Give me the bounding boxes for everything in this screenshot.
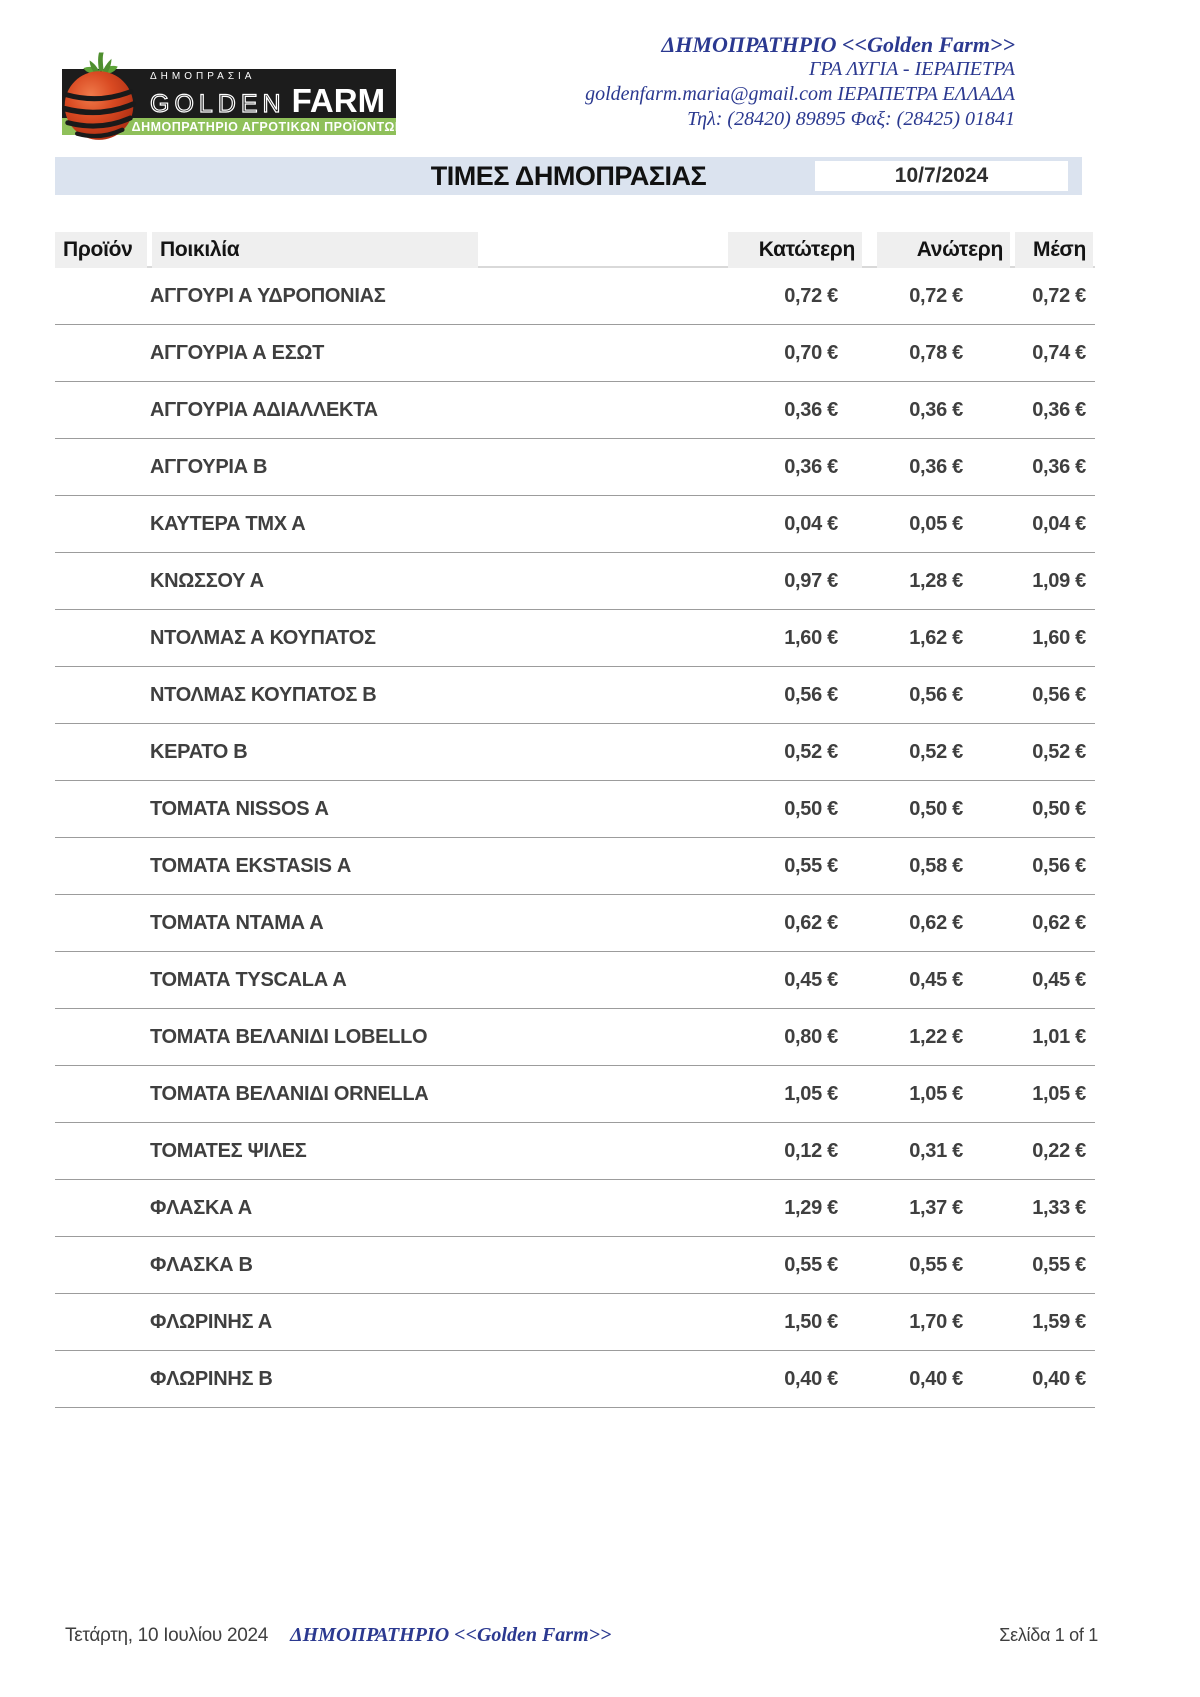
footer-company: ΔΗΜΟΠΡΑΤΗΡΙΟ <<Golden Farm>>: [290, 1624, 612, 1646]
product-variety: ΤΟΜΑΤΑ TYSCALA Α: [150, 968, 347, 991]
column-header-product: Προϊόν: [55, 232, 147, 268]
page-title: ΤΙΜΕΣ ΔΗΜΟΠΡΑΣΙΑΣ: [430, 161, 707, 191]
column-header-high: Ανώτερη: [877, 232, 1010, 268]
table-row: [55, 268, 1095, 325]
company-email-line: goldenfarm.maria@gmail.com ΙΕΡΑΠΕΤΡΑ ΕΛΛΑΔΑ: [585, 83, 1015, 105]
price-high: 0,36 €: [909, 398, 963, 421]
table-row: [55, 1009, 1095, 1066]
table-row: [55, 496, 1095, 553]
price-low: 1,29 €: [784, 1196, 838, 1219]
price-high: 0,78 €: [909, 341, 963, 364]
product-variety: ΝΤΟΛΜΑΣ ΚΟΥΠΑΤΟΣ Β: [150, 683, 377, 706]
price-mean: 0,50 €: [1032, 797, 1086, 820]
table-row: [55, 325, 1095, 382]
page-footer: [65, 1624, 1098, 1647]
logo-tagline: ΔΗΜΟΠΡΑΤΗΡΙΟ ΑΓΡΟΤΙΚΩΝ ΠΡΟΪΟΝΤΩΝ: [131, 119, 405, 134]
price-low: 0,52 €: [784, 740, 838, 763]
price-mean: 0,55 €: [1032, 1253, 1086, 1276]
product-variety: ΦΛΩΡΙΝΗΣ Α: [150, 1310, 272, 1333]
price-low: 0,40 €: [784, 1367, 838, 1390]
table-row: [55, 838, 1095, 895]
product-variety: ΑΓΓΟΥΡΙ Α ΥΔΡΟΠΟΝΙΑΣ: [150, 284, 386, 307]
product-variety: ΤΟΜΑΤΑ ΝΤΑΜΑ Α: [150, 911, 324, 934]
price-mean: 0,36 €: [1032, 455, 1086, 478]
product-variety: ΝΤΟΛΜΑΣ Α ΚΟΥΠΑΤΟΣ: [150, 626, 376, 649]
company-header-block: [585, 32, 1015, 132]
price-mean: 0,45 €: [1032, 968, 1086, 991]
price-low: 0,12 €: [784, 1139, 838, 1162]
table-row: [55, 1123, 1095, 1180]
price-low: 0,36 €: [784, 398, 838, 421]
table-header-row: [55, 232, 1095, 268]
table-row: [55, 1237, 1095, 1294]
price-high: 1,70 €: [909, 1310, 963, 1333]
table-row: [55, 1294, 1095, 1351]
tomato-icon: [60, 51, 138, 143]
price-low: 0,45 €: [784, 968, 838, 991]
price-low: 0,04 €: [784, 512, 838, 535]
table-row: [55, 439, 1095, 496]
price-mean: 0,56 €: [1032, 854, 1086, 877]
price-mean: 0,40 €: [1032, 1367, 1086, 1390]
price-mean: 0,22 €: [1032, 1139, 1086, 1162]
logo-auction-word: ΔΗΜΟΠΡΑΣΙΑ: [150, 70, 256, 82]
product-variety: ΤΟΜΑΤΕΣ ΨΙΛΕΣ: [150, 1139, 307, 1162]
price-high: 0,55 €: [909, 1253, 963, 1276]
price-low: 1,60 €: [784, 626, 838, 649]
price-mean: 1,60 €: [1032, 626, 1086, 649]
table-row: [55, 1066, 1095, 1123]
product-variety: ΤΟΜΑΤΑ ΒΕΛΑΝΙΔΙ ORNELLA: [150, 1082, 429, 1105]
price-low: 0,97 €: [784, 569, 838, 592]
product-variety: ΤΟΜΑΤΑ ΒΕΛΑΝΙΔΙ LOBELLO: [150, 1025, 428, 1048]
price-mean: 1,09 €: [1032, 569, 1086, 592]
price-high: 0,52 €: [909, 740, 963, 763]
table-row: [55, 610, 1095, 667]
price-low: 0,80 €: [784, 1025, 838, 1048]
product-variety: ΚΑΥΤΕΡΑ ΤΜΧ Α: [150, 512, 306, 535]
table-row: [55, 895, 1095, 952]
table-row: [55, 781, 1095, 838]
company-phone-line: Τηλ: (28420) 89895 Φαξ: (28425) 01841: [687, 108, 1015, 130]
price-low: 0,70 €: [784, 341, 838, 364]
auction-date: [815, 161, 1068, 191]
price-high: 1,62 €: [909, 626, 963, 649]
price-high: 0,40 €: [909, 1367, 963, 1390]
product-variety: ΚΝΩΣΣΟΥ Α: [150, 569, 264, 592]
price-mean: 1,05 €: [1032, 1082, 1086, 1105]
price-mean: 1,33 €: [1032, 1196, 1086, 1219]
product-variety: ΑΓΓΟΥΡΙΑ ΑΔΙΑΛΛΕΚΤΑ: [150, 398, 378, 421]
table-body: [55, 268, 1095, 1408]
price-high: 0,45 €: [909, 968, 963, 991]
price-low: 0,50 €: [784, 797, 838, 820]
column-header-variety: Ποικιλία: [152, 232, 478, 268]
price-mean: 1,59 €: [1032, 1310, 1086, 1333]
price-high: 1,22 €: [909, 1025, 963, 1048]
price-low: 0,62 €: [784, 911, 838, 934]
price-mean: 0,74 €: [1032, 341, 1086, 364]
price-low: 0,55 €: [784, 1253, 838, 1276]
price-high: 0,56 €: [909, 683, 963, 706]
price-high: 0,05 €: [909, 512, 963, 535]
price-low: 0,56 €: [784, 683, 838, 706]
product-variety: ΦΛΑΣΚΑ Α: [150, 1196, 252, 1219]
price-high: 1,28 €: [909, 569, 963, 592]
table-row: [55, 1351, 1095, 1408]
price-low: 0,72 €: [784, 284, 838, 307]
product-variety: ΑΓΓΟΥΡΙΑ Β: [150, 455, 268, 478]
price-high: 0,62 €: [909, 911, 963, 934]
price-low: 1,05 €: [784, 1082, 838, 1105]
price-high: 1,37 €: [909, 1196, 963, 1219]
product-variety: ΦΛΩΡΙΝΗΣ Β: [150, 1367, 273, 1390]
table-row: [55, 382, 1095, 439]
price-mean: 0,72 €: [1032, 284, 1086, 307]
footer-page-number: Σελίδα 1 of 1: [999, 1625, 1098, 1645]
price-high: 1,05 €: [909, 1082, 963, 1105]
product-variety: ΤΟΜΑΤΑ NISSOS Α: [150, 797, 329, 820]
price-low: 0,36 €: [784, 455, 838, 478]
price-high: 0,58 €: [909, 854, 963, 877]
table-row: [55, 667, 1095, 724]
table-row: [55, 724, 1095, 781]
company-location-line: ΓΡΑ ΛΥΓΙΑ - ΙΕΡΑΠΕΤΡΑ: [808, 58, 1015, 80]
price-mean: 0,52 €: [1032, 740, 1086, 763]
product-variety: ΦΛΑΣΚΑ Β: [150, 1253, 253, 1276]
price-mean: 0,56 €: [1032, 683, 1086, 706]
footer-date: Τετάρτη, 10 Ιουλίου 2024: [65, 1625, 269, 1646]
table-row: [55, 952, 1095, 1009]
price-high: 0,31 €: [909, 1139, 963, 1162]
auction-date-value: 10/7/2024: [894, 164, 989, 187]
title-bar: [55, 157, 1082, 195]
logo-farm-text: FARM: [291, 81, 386, 119]
price-mean: 0,04 €: [1032, 512, 1086, 535]
price-high: 0,72 €: [909, 284, 963, 307]
table-row: [55, 1180, 1095, 1237]
company-name-line: ΔΗΜΟΠΡΑΤΗΡΙΟ <<Golden Farm>>: [661, 32, 1015, 57]
price-low: 1,50 €: [784, 1310, 838, 1333]
product-variety: ΑΓΓΟΥΡΙΑ Α ΕΣΩΤ: [150, 341, 325, 364]
logo-golden-text: GOLDEN: [150, 89, 286, 118]
price-mean: 0,62 €: [1032, 911, 1086, 934]
product-variety: ΤΟΜΑΤΑ EKSTASIS Α: [150, 854, 352, 877]
price-table: [55, 232, 1095, 1408]
price-high: 0,36 €: [909, 455, 963, 478]
golden-farm-logo: [62, 69, 405, 134]
price-low: 0,55 €: [784, 854, 838, 877]
price-mean: 1,01 €: [1032, 1025, 1086, 1048]
table-row: [55, 553, 1095, 610]
price-mean: 0,36 €: [1032, 398, 1086, 421]
product-variety: ΚΕΡΑΤΟ Β: [150, 740, 248, 763]
price-high: 0,50 €: [909, 797, 963, 820]
column-header-low: Κατώτερη: [728, 232, 862, 268]
column-header-mean: Μέση: [1015, 232, 1093, 268]
